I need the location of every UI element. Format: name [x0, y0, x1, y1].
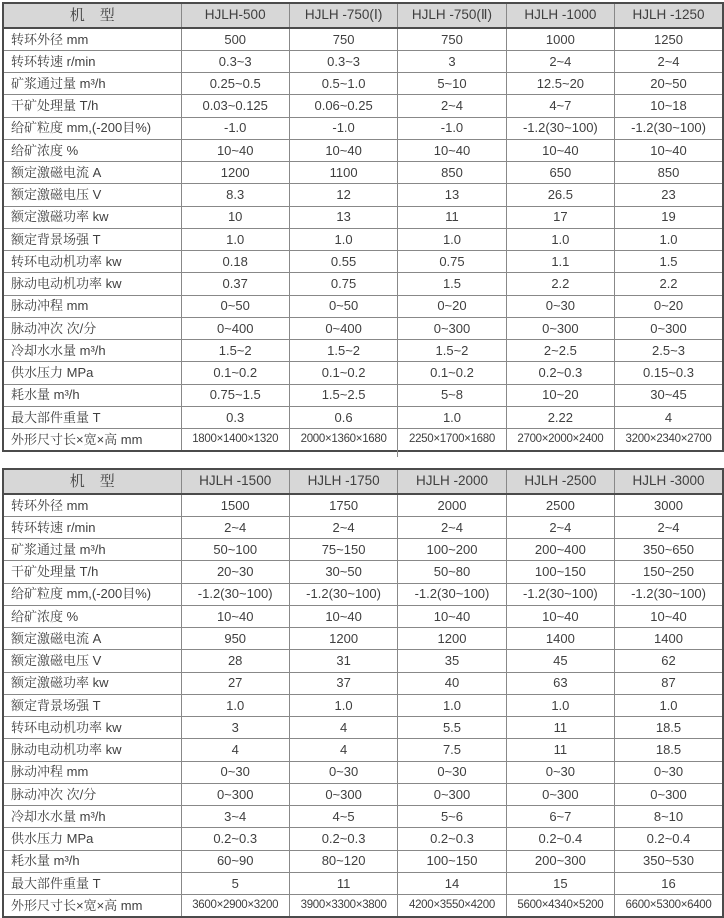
spec-row-label: 矿浆通过量 m³/h — [3, 539, 181, 561]
spec-value-cell: 2.2 — [506, 273, 614, 295]
corner-header-model-type: 机 型 — [3, 469, 181, 494]
spec-row — [3, 717, 723, 739]
spec-value-cell: 2~4 — [615, 50, 723, 72]
spec-table-models-500-1250 — [2, 2, 724, 452]
spec-row — [3, 583, 723, 605]
spec-value-cell: 2500 — [506, 494, 614, 516]
spec-value-cell: 100~150 — [506, 561, 614, 583]
spec-value-cell: 23 — [615, 184, 723, 206]
spec-value-cell: 100~150 — [398, 850, 506, 872]
spec-row-label: 供水压力 MPa — [3, 362, 181, 384]
spec-value-cell: -1.0 — [289, 117, 397, 139]
spec-row-label: 矿浆通过量 m³/h — [3, 73, 181, 95]
spec-value-cell: 12.5~20 — [506, 73, 614, 95]
spec-value-cell: 45 — [506, 650, 614, 672]
spec-value-cell: -1.0 — [398, 117, 506, 139]
spec-value-cell: 11 — [506, 717, 614, 739]
spec-value-cell: 35 — [398, 650, 506, 672]
spec-value-cell: 3~4 — [181, 806, 289, 828]
spec-row-label: 转环电动机功率 kw — [3, 717, 181, 739]
spec-row — [3, 139, 723, 161]
spec-row-label: 冷却水水量 m³/h — [3, 806, 181, 828]
spec-value-cell: 0~50 — [289, 295, 397, 317]
spec-value-cell: 0~300 — [181, 783, 289, 805]
spec-value-cell: 0.2~0.3 — [398, 828, 506, 850]
spec-row — [3, 73, 723, 95]
spec-value-cell: 1.1 — [506, 251, 614, 273]
spec-row-label: 给矿粒度 mm,(-200目%) — [3, 117, 181, 139]
spec-value-cell: 4~7 — [506, 95, 614, 117]
spec-value-cell: 10~40 — [615, 605, 723, 627]
spec-value-cell: 15 — [506, 872, 614, 894]
spec-value-cell: 3 — [181, 717, 289, 739]
spec-value-cell: 1.0 — [506, 228, 614, 250]
spec-value-cell: 0.75 — [398, 251, 506, 273]
spec-value-cell: 75~150 — [289, 539, 397, 561]
model-column-header: HJLH -1000 — [506, 3, 614, 28]
spec-value-cell: 850 — [398, 162, 506, 184]
spec-row — [3, 251, 723, 273]
spec-value-cell: 0~20 — [398, 295, 506, 317]
spec-value-cell: 0.03~0.125 — [181, 95, 289, 117]
spec-value-cell: 30~45 — [615, 384, 723, 406]
spec-row-label: 转环转速 r/min — [3, 516, 181, 538]
spec-value-cell: 2~2.5 — [506, 340, 614, 362]
spec-value-cell: 4 — [615, 406, 723, 428]
spec-value-cell: 0.3~3 — [289, 50, 397, 72]
spec-value-cell: 20~30 — [181, 561, 289, 583]
spec-value-cell: 1.0 — [398, 406, 506, 428]
spec-value-cell: 1.0 — [398, 228, 506, 250]
spec-value-cell: 1400 — [615, 628, 723, 650]
spec-value-cell: 20~50 — [615, 73, 723, 95]
spec-value-cell: -1.2(30~100) — [615, 583, 723, 605]
spec-value-cell: 13 — [289, 206, 397, 228]
spec-value-cell: 0~30 — [181, 761, 289, 783]
spec-value-cell: 2~4 — [506, 50, 614, 72]
spec-value-cell: 200~400 — [506, 539, 614, 561]
spec-value-cell: 0~300 — [615, 317, 723, 339]
spec-value-cell: 6~7 — [506, 806, 614, 828]
spec-value-cell: 1100 — [289, 162, 397, 184]
spec-value-cell: 0.2~0.3 — [289, 828, 397, 850]
spec-value-cell: 0~300 — [289, 783, 397, 805]
spec-row — [3, 650, 723, 672]
spec-value-cell: 8~10 — [615, 806, 723, 828]
model-column-header: HJLH -2500 — [506, 469, 614, 494]
spec-value-cell: 5~10 — [398, 73, 506, 95]
spec-row-label: 耗水量 m³/h — [3, 384, 181, 406]
spec-row — [3, 162, 723, 184]
spec-value-cell: 1.5~2.5 — [289, 384, 397, 406]
spec-row — [3, 317, 723, 339]
spec-row-label: 冷却水水量 m³/h — [3, 340, 181, 362]
spec-value-cell: 10~40 — [289, 605, 397, 627]
spec-value-cell: 350~530 — [615, 850, 723, 872]
spec-row-label: 转环外径 mm — [3, 28, 181, 50]
spec-value-cell: 2~4 — [615, 516, 723, 538]
spec-value-cell: 4 — [289, 739, 397, 761]
spec-value-cell: -1.0 — [181, 117, 289, 139]
spec-row-label: 额定激磁功率 kw — [3, 672, 181, 694]
spec-value-cell: 0.1~0.2 — [181, 362, 289, 384]
spec-row — [3, 429, 723, 451]
spec-value-cell: 1800×1400×1320 — [181, 429, 289, 451]
spec-value-cell: 17 — [506, 206, 614, 228]
spec-value-cell: 0~30 — [506, 295, 614, 317]
spec-value-cell: 50~100 — [181, 539, 289, 561]
spec-row-label: 最大部件重量 T — [3, 872, 181, 894]
spec-row — [3, 340, 723, 362]
spec-value-cell: 0~300 — [398, 317, 506, 339]
spec-row-label: 给矿浓度 % — [3, 605, 181, 627]
spec-value-cell: 8.3 — [181, 184, 289, 206]
spec-row-label: 脉动电动机功率 kw — [3, 273, 181, 295]
spec-row — [3, 672, 723, 694]
spec-value-cell: 1.5 — [398, 273, 506, 295]
spec-row — [3, 895, 723, 917]
spec-value-cell: 10~40 — [615, 139, 723, 161]
spec-row-label: 转环外径 mm — [3, 494, 181, 516]
spec-row-label: 额定激磁电流 A — [3, 628, 181, 650]
spec-value-cell: 0~20 — [615, 295, 723, 317]
spec-row — [3, 206, 723, 228]
spec-value-cell: 2~4 — [181, 516, 289, 538]
spec-value-cell: 0.75~1.5 — [181, 384, 289, 406]
spec-row — [3, 184, 723, 206]
spec-value-cell: 0.3 — [181, 406, 289, 428]
spec-value-cell: 0~300 — [506, 317, 614, 339]
spec-row — [3, 406, 723, 428]
spec-value-cell: 10~40 — [181, 139, 289, 161]
model-header-row — [3, 469, 723, 494]
spec-value-cell: 1200 — [181, 162, 289, 184]
spec-value-cell: 1000 — [506, 28, 614, 50]
spec-value-cell: 63 — [506, 672, 614, 694]
spec-value-cell: 2~4 — [398, 516, 506, 538]
model-column-header: HJLH -2000 — [398, 469, 506, 494]
spec-row — [3, 362, 723, 384]
spec-value-cell: 0.55 — [289, 251, 397, 273]
spec-row — [3, 694, 723, 716]
spec-value-cell: 0.1~0.2 — [398, 362, 506, 384]
spec-value-cell: 850 — [615, 162, 723, 184]
model-column-header: HJLH -750(Ⅱ) — [398, 3, 506, 28]
spec-value-cell: 5~8 — [398, 384, 506, 406]
spec-value-cell: 10~40 — [398, 139, 506, 161]
spec-row-label: 脉动冲程 mm — [3, 761, 181, 783]
spec-value-cell: 0.25~0.5 — [181, 73, 289, 95]
spec-value-cell: 3 — [398, 50, 506, 72]
column-divider-artifact — [397, 450, 398, 457]
spec-row-label: 额定激磁电压 V — [3, 184, 181, 206]
spec-row — [3, 739, 723, 761]
spec-value-cell: -1.2(30~100) — [181, 583, 289, 605]
spec-row-label: 干矿处理量 T/h — [3, 95, 181, 117]
model-column-header: HJLH -750(Ⅰ) — [289, 3, 397, 28]
spec-row-label: 额定背景场强 T — [3, 228, 181, 250]
spec-value-cell: 1400 — [506, 628, 614, 650]
spec-value-cell: 3900×3300×3800 — [289, 895, 397, 917]
spec-value-cell: 0.2~0.4 — [506, 828, 614, 850]
spec-row-label: 额定背景场强 T — [3, 694, 181, 716]
spec-row — [3, 384, 723, 406]
model-column-header: HJLH -1250 — [615, 3, 723, 28]
spec-value-cell: 10~40 — [289, 139, 397, 161]
spec-value-cell: 1.0 — [615, 228, 723, 250]
spec-value-cell: 50~80 — [398, 561, 506, 583]
model-column-header: HJLH-500 — [181, 3, 289, 28]
spec-value-cell: 27 — [181, 672, 289, 694]
spec-value-cell: 350~650 — [615, 539, 723, 561]
spec-row — [3, 50, 723, 72]
spec-value-cell: 0~30 — [615, 761, 723, 783]
spec-value-cell: 0~50 — [181, 295, 289, 317]
spec-value-cell: 62 — [615, 650, 723, 672]
spec-value-cell: 0~300 — [506, 783, 614, 805]
spec-value-cell: 1.5~2 — [398, 340, 506, 362]
spec-row — [3, 872, 723, 894]
spec-row-label: 脉动电动机功率 kw — [3, 739, 181, 761]
spec-value-cell: 40 — [398, 672, 506, 694]
spec-value-cell: 3000 — [615, 494, 723, 516]
spec-value-cell: 10~40 — [181, 605, 289, 627]
model-column-header: HJLH -3000 — [615, 469, 723, 494]
spec-value-cell: 200~300 — [506, 850, 614, 872]
spec-value-cell: 87 — [615, 672, 723, 694]
spec-row — [3, 273, 723, 295]
spec-value-cell: 1.5~2 — [181, 340, 289, 362]
spec-row — [3, 539, 723, 561]
spec-value-cell: 10~40 — [506, 605, 614, 627]
spec-value-cell: 0~400 — [289, 317, 397, 339]
spec-value-cell: -1.2(30~100) — [506, 583, 614, 605]
spec-row — [3, 828, 723, 850]
spec-row — [3, 295, 723, 317]
spec-row — [3, 561, 723, 583]
spec-value-cell: 0.2~0.4 — [615, 828, 723, 850]
spec-value-cell: 5.5 — [398, 717, 506, 739]
spec-value-cell: 11 — [506, 739, 614, 761]
spec-value-cell: 10~40 — [506, 139, 614, 161]
spec-value-cell: 18.5 — [615, 717, 723, 739]
spec-value-cell: 3600×2900×3200 — [181, 895, 289, 917]
spec-value-cell: 14 — [398, 872, 506, 894]
spec-value-cell: 1.5 — [615, 251, 723, 273]
spec-row-label: 脉动冲程 mm — [3, 295, 181, 317]
spec-value-cell: 0.06~0.25 — [289, 95, 397, 117]
spec-row-label: 给矿浓度 % — [3, 139, 181, 161]
spec-value-cell: 0~300 — [398, 783, 506, 805]
spec-row — [3, 28, 723, 50]
spec-row — [3, 494, 723, 516]
spec-row-label: 最大部件重量 T — [3, 406, 181, 428]
model-column-header: HJLH -1500 — [181, 469, 289, 494]
spec-row — [3, 850, 723, 872]
spec-value-cell: 1250 — [615, 28, 723, 50]
spec-value-cell: 0.75 — [289, 273, 397, 295]
spec-value-cell: 1.0 — [289, 694, 397, 716]
spec-value-cell: 10~20 — [506, 384, 614, 406]
spec-row — [3, 761, 723, 783]
spec-value-cell: 0~300 — [615, 783, 723, 805]
spec-value-cell: 31 — [289, 650, 397, 672]
spec-value-cell: 10 — [181, 206, 289, 228]
spec-value-cell: 4200×3550×4200 — [398, 895, 506, 917]
spec-value-cell: 10~18 — [615, 95, 723, 117]
spec-value-cell: 0.15~0.3 — [615, 362, 723, 384]
spec-row-label: 转环电动机功率 kw — [3, 251, 181, 273]
spec-value-cell: 30~50 — [289, 561, 397, 583]
spec-value-cell: 7.5 — [398, 739, 506, 761]
spec-value-cell: 3200×2340×2700 — [615, 429, 723, 451]
spec-value-cell: 0.2~0.3 — [181, 828, 289, 850]
spec-value-cell: 28 — [181, 650, 289, 672]
spec-value-cell: 5 — [181, 872, 289, 894]
spec-value-cell: 19 — [615, 206, 723, 228]
spec-value-cell: 0~30 — [289, 761, 397, 783]
spec-row — [3, 228, 723, 250]
spec-value-cell: 12 — [289, 184, 397, 206]
spec-value-cell: 26.5 — [506, 184, 614, 206]
spec-value-cell: 1.0 — [398, 694, 506, 716]
spec-value-cell: 2000×1360×1680 — [289, 429, 397, 451]
spec-value-cell: 0~400 — [181, 317, 289, 339]
spec-value-cell: 10~40 — [398, 605, 506, 627]
spec-row-label: 额定激磁电流 A — [3, 162, 181, 184]
spec-value-cell: 4~5 — [289, 806, 397, 828]
spec-value-cell: 1.0 — [506, 694, 614, 716]
spec-value-cell: 0.37 — [181, 273, 289, 295]
spec-value-cell: 37 — [289, 672, 397, 694]
spec-row — [3, 516, 723, 538]
spec-value-cell: 500 — [181, 28, 289, 50]
spec-value-cell: 1.0 — [615, 694, 723, 716]
spec-value-cell: 2~4 — [289, 516, 397, 538]
spec-row-label: 外形尺寸长×宽×高 mm — [3, 429, 181, 451]
spec-value-cell: 1.0 — [181, 228, 289, 250]
spec-value-cell: -1.2(30~100) — [506, 117, 614, 139]
spec-value-cell: -1.2(30~100) — [615, 117, 723, 139]
spec-value-cell: 2~4 — [506, 516, 614, 538]
spec-value-cell: 16 — [615, 872, 723, 894]
spec-value-cell: 1.0 — [289, 228, 397, 250]
spec-row — [3, 605, 723, 627]
spec-table-models-1500-3000 — [2, 468, 724, 918]
spec-value-cell: 5~6 — [398, 806, 506, 828]
spec-value-cell: 2.5~3 — [615, 340, 723, 362]
spec-row-label: 转环转速 r/min — [3, 50, 181, 72]
spec-value-cell: 1500 — [181, 494, 289, 516]
spec-value-cell: 100~200 — [398, 539, 506, 561]
model-column-header: HJLH -1750 — [289, 469, 397, 494]
spec-value-cell: 0.3~3 — [181, 50, 289, 72]
spec-value-cell: 0~30 — [398, 761, 506, 783]
spec-value-cell: 750 — [289, 28, 397, 50]
spec-value-cell: 4 — [181, 739, 289, 761]
spec-value-cell: 60~90 — [181, 850, 289, 872]
spec-row — [3, 117, 723, 139]
spec-row-label: 干矿处理量 T/h — [3, 561, 181, 583]
spec-value-cell: -1.2(30~100) — [398, 583, 506, 605]
spec-value-cell: 13 — [398, 184, 506, 206]
spec-value-cell: 1.0 — [181, 694, 289, 716]
spec-value-cell: 2.2 — [615, 273, 723, 295]
spec-value-cell: 1750 — [289, 494, 397, 516]
spec-row-label: 供水压力 MPa — [3, 828, 181, 850]
spec-value-cell: 950 — [181, 628, 289, 650]
spec-value-cell: 18.5 — [615, 739, 723, 761]
spec-value-cell: 0.5~1.0 — [289, 73, 397, 95]
spec-value-cell: 0.18 — [181, 251, 289, 273]
spec-value-cell: 150~250 — [615, 561, 723, 583]
spec-value-cell: 1200 — [398, 628, 506, 650]
spec-value-cell: 4 — [289, 717, 397, 739]
spec-row — [3, 95, 723, 117]
spec-value-cell: 11 — [398, 206, 506, 228]
spec-row — [3, 628, 723, 650]
spec-value-cell: 2700×2000×2400 — [506, 429, 614, 451]
spec-value-cell: 750 — [398, 28, 506, 50]
spec-value-cell: 0.6 — [289, 406, 397, 428]
spec-value-cell: 80~120 — [289, 850, 397, 872]
corner-header-model-type: 机 型 — [3, 3, 181, 28]
spec-value-cell: 6600×5300×6400 — [615, 895, 723, 917]
spec-value-cell: 1200 — [289, 628, 397, 650]
spec-value-cell: 11 — [289, 872, 397, 894]
spec-value-cell: 650 — [506, 162, 614, 184]
spec-row-label: 额定激磁功率 kw — [3, 206, 181, 228]
spec-row-label: 给矿粒度 mm,(-200目%) — [3, 583, 181, 605]
spec-value-cell: 1.5~2 — [289, 340, 397, 362]
spec-row-label: 额定激磁电压 V — [3, 650, 181, 672]
spec-row — [3, 806, 723, 828]
spec-row — [3, 783, 723, 805]
spec-row-label: 脉动冲次 次/分 — [3, 783, 181, 805]
spec-value-cell: 5600×4340×5200 — [506, 895, 614, 917]
spec-value-cell: 0.2~0.3 — [506, 362, 614, 384]
spec-value-cell: 0.1~0.2 — [289, 362, 397, 384]
model-header-row — [3, 3, 723, 28]
spec-row-label: 外形尺寸长×宽×高 mm — [3, 895, 181, 917]
spec-row-label: 耗水量 m³/h — [3, 850, 181, 872]
spec-value-cell: -1.2(30~100) — [289, 583, 397, 605]
spec-row-label: 脉动冲次 次/分 — [3, 317, 181, 339]
spec-value-cell: 2250×1700×1680 — [398, 429, 506, 451]
spec-value-cell: 2000 — [398, 494, 506, 516]
spec-value-cell: 2.22 — [506, 406, 614, 428]
spec-value-cell: 0~30 — [506, 761, 614, 783]
spec-value-cell: 2~4 — [398, 95, 506, 117]
